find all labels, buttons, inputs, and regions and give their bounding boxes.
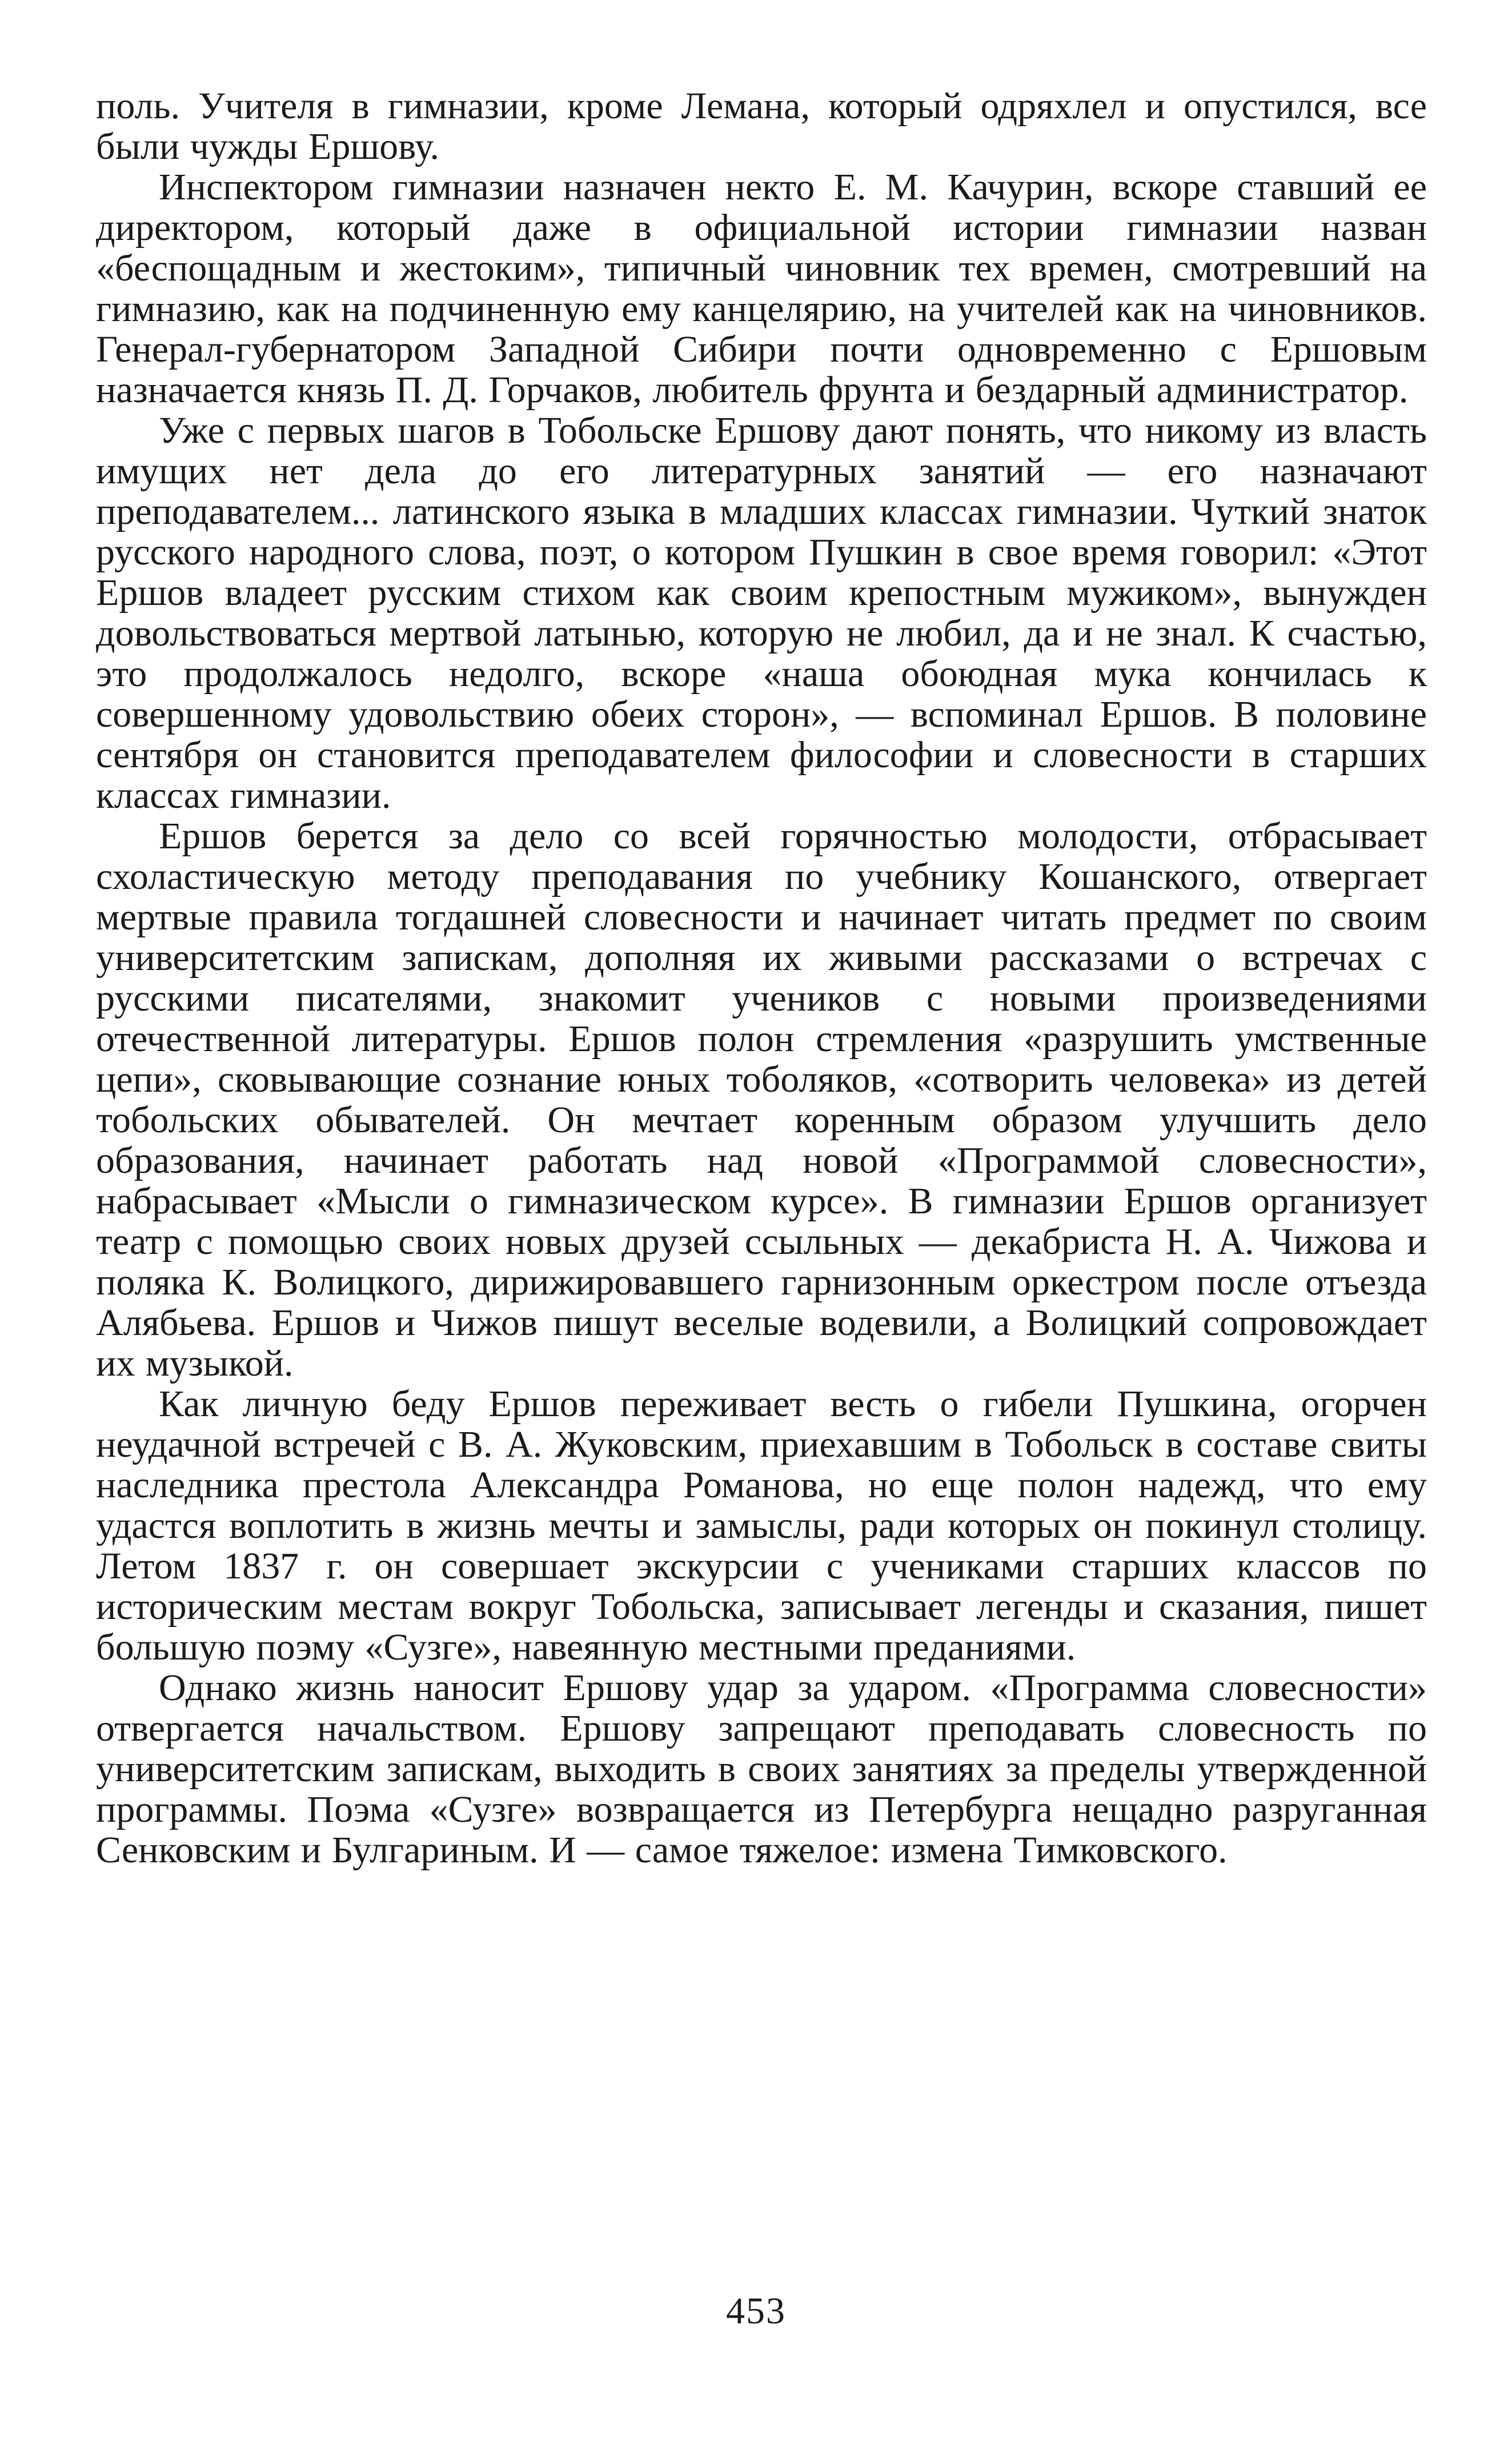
paragraph-4: Ершов берется за дело со всей горячностью молодости, отбрасывает схоластическую методу преподавания по учебнику Кошанского, отвергает мертвые правила тогдашней словесности и начинает читать предмет по своим университетским запискам, дополняя их живыми рассказами о встречах с русскими писателями, знакомит учеников с новыми произведениями отечественной литературы. Ершов полон стремления «разрушить умственные цепи», сковывающие сознание юных тоболяков, «сотворить человека» из детей тобольских обывателей. Он мечтает коренным образом улучшить дело образования, начинает работать над новой «Программой словесности», набрасывает «Мысли о гимназическом курсе». В гимназии Ершов организует театр с помощью своих новых друзей ссыльных — декабриста Н. А. Чижова и поляка К. Волицкого, дирижировавшего гарнизонным оркестром после отъезда Алябьева. Ершов и Чижов пишут веселые водевили, а Волицкий сопровождает их музыкой.	[96, 815, 1427, 1384]
page-number: 453	[726, 2290, 786, 2332]
text-column	[96, 86, 1427, 1870]
paragraph-3: Уже с первых шагов в Тобольске Ершову дают понять, что никому из власть имущих нет дела до его литературных занятий — его назначают преподавателем... латинского языка в младших классах гимназии. Чуткий знаток русского народного слова, поэт, о котором Пушкин в свое время говорил: «Этот Ершов владеет русским стихом как своим крепостным мужиком», вынужден довольствоваться мертвой латынью, которую не любил, да и не знал. К счастью, это продолжалось недолго, вскоре «наша обоюдная мука кончилась к совершенному удовольствию обеих сторон», — вспоминал Ершов. В половине сентября он становится преподавателем философии и словесности в старших классах гимназии.	[96, 410, 1427, 816]
paragraph-5: Как личную беду Ершов переживает весть о гибели Пушкина, огорчен неудачной встречей с В. А. Жуковским, приехавшим в Тобольск в составе свиты наследника престола Александра Романова, но еще полон надежд, что ему удастся воплотить в жизнь мечты и замыслы, ради которых он покинул столицу. Летом 1837 г. он совершает экскурсии с учениками старших классов по историческим местам вокруг Тобольска, записывает легенды и сказания, пишет большую поэму «Сузге», навеянную местными преданиями.	[96, 1383, 1427, 1668]
paragraph-6: Однако жизнь наносит Ершову удар за ударом. «Программа словесности» отвергается начальством. Ершову запрещают преподавать словесность по университетским запискам, выходить в своих занятиях за пределы утвержденной программы. Поэма «Сузге» возвращается из Петербурга нещадно разруганная Сенковским и Булгариным. И — самое тяжелое: измена Тимковского.	[96, 1667, 1427, 1871]
paragraph-2: Инспектором гимназии назначен некто Е. М. Качурин, вскоре ставший ее директором, который даже в официальной истории гимназии назван «беспощадным и жестоким», типичный чиновник тех времен, смотревший на гимназию, как на подчиненную ему канцелярию, на учителей как на чиновников. Генерал-губернатором Западной Сибири почти одновременно с Ершовым назначается князь П. Д. Горчаков, любитель фрунта и бездарный администратор.	[96, 166, 1427, 411]
paragraph-1: поль. Учителя в гимназии, кроме Лемана, который одряхлел и опустился, все были чужды Ершову.	[96, 85, 1427, 167]
